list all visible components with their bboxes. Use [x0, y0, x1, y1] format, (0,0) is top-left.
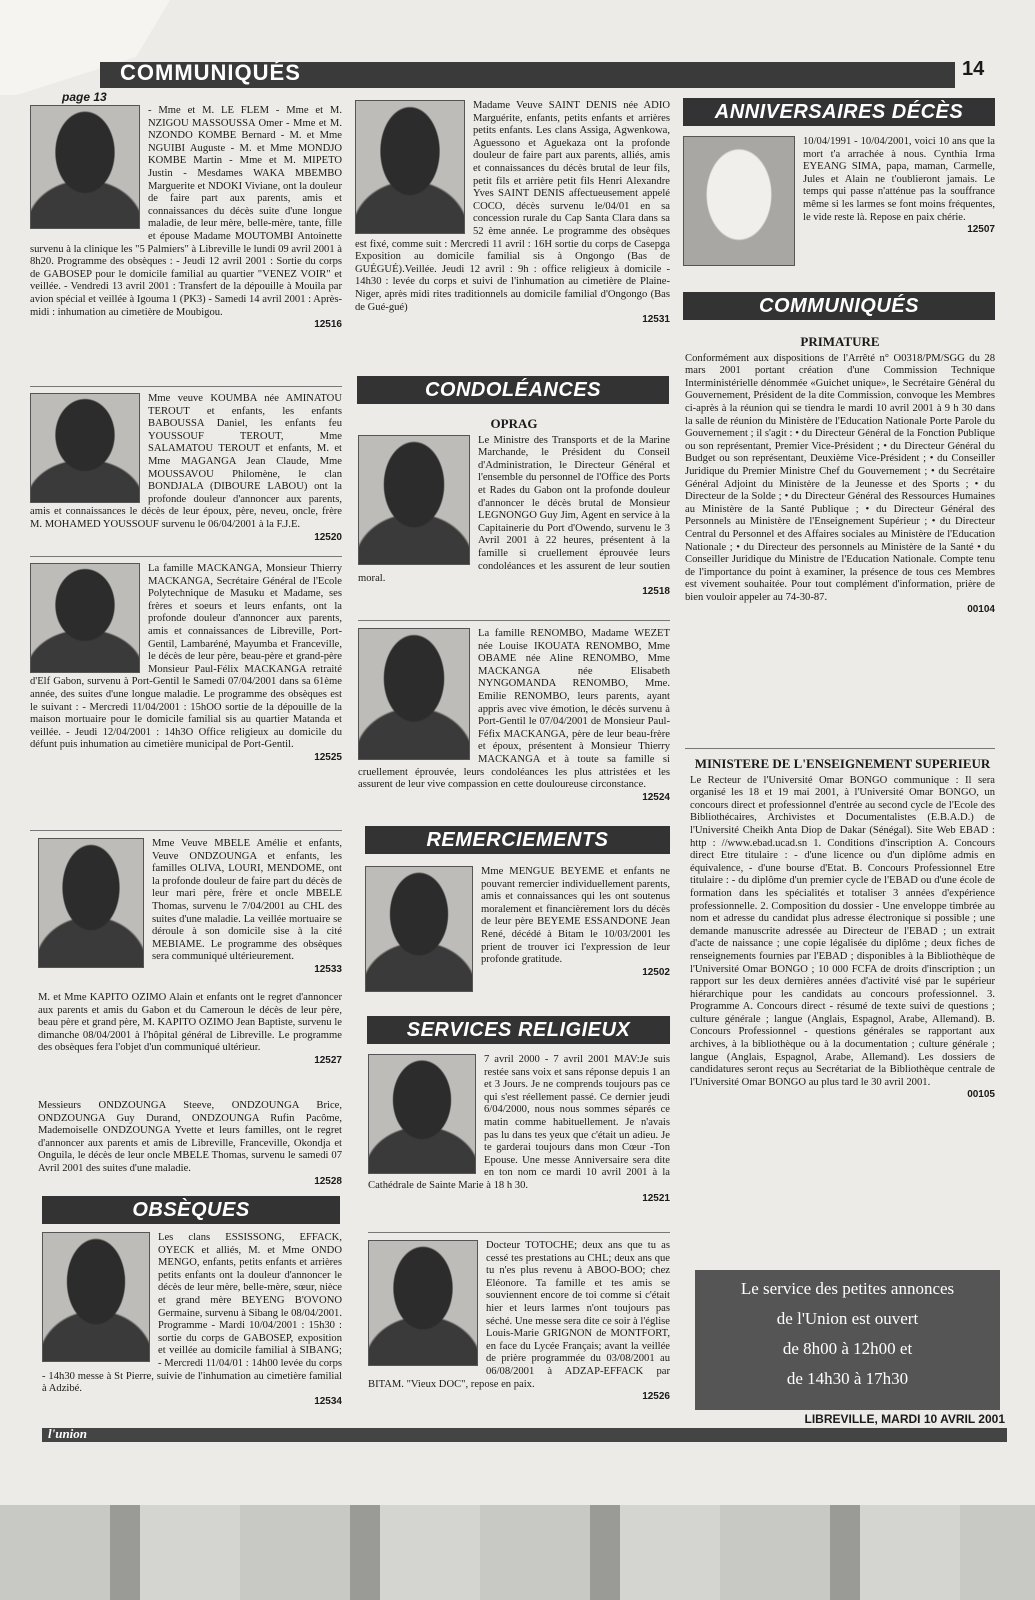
portrait-photo — [368, 1240, 478, 1366]
notice-text: M. et Mme KAPITO OZIMO Alain et enfants ont le regret d'annoncer aux parents et amis du Gabon et du Cameroun le décès de leur père, beau père et grand père, M. KAPITO OZIMO Jean Baptiste, survenu le dimanche 08/04/2001 à l'hôpital général de Libreville. Le programme des obsèques fera l'objet d'un communiqué ultérieur. — [38, 992, 342, 1054]
notice-text: 7 avril 2000 - 7 avril 2001 MAV:Je suis restée sans voix et sans réponse depuis 1 an et 3 Jours. Je ne comprends toujours pas ce qui s'est réellement passé. Ce dernier jeudi 6/04/2000, nous nous sommes séparés ce matin comme habituellement. Je n'avais pas lu dans tes yeux que c'était un adieu. Je te garderai toujours dans mon Cœur -Ton Epouse. Une messe Anniversaire sera dite en ton nom ce mardi 10 avril 2001 à la Cathédrale de Sainte Marie à 18 h 30. — [368, 1054, 670, 1191]
services-religieux-banner: SERVICES RELIGIEUX — [367, 1016, 670, 1044]
notice-beyeng — [42, 1232, 342, 1408]
petites-annonces-ad — [695, 1270, 1000, 1410]
notice-totoche — [368, 1240, 670, 1404]
portrait-photo — [358, 435, 470, 565]
condoleances-banner: CONDOLÉANCES — [357, 376, 669, 404]
child-photo — [683, 136, 795, 266]
footer-bar — [42, 1428, 1007, 1442]
notice-ref: 12531 — [642, 314, 670, 326]
communiques-banner: COMMUNIQUÉS — [683, 292, 995, 320]
remerciements-banner: REMERCIEMENTS — [365, 826, 670, 854]
portrait-photo — [355, 100, 465, 234]
notice-text: Mme MENGUE BEYEME et enfants ne pouvant remercier individuellement parents, amis et connaissances qui les ont soutenus moralement et financièrement lors du décès de leur père BEYEME ESSANDONE Jean René, décédé à Bitam le 10/03/2001 les prient de trouver ici l'expression de leur profonde gratitude. — [481, 866, 670, 966]
newspaper-name: l'union — [48, 1426, 88, 1441]
ad-line: de 14h30 à 17h30 — [786, 1369, 909, 1388]
notice-ref: 00105 — [967, 1089, 995, 1101]
notice-text: Mme Veuve MBELE Amélie et enfants, Veuve ONDZOUNGA et enfants, les familles OLIVA, LOURI, MENDOME, ont la profonde douleur de faire part du décès de leur mari père, frère et oncle MBELE Thomas, survenu le 7/04/2001 au CHL des suites d'une maladie. La veillée mortuaire se déroule à son domicile sise à la cité MEBIAME. Le programme des obsèques sera communiqué ultérieurement. — [152, 838, 342, 963]
notice-text: Le Ministre des Transports et de la Marine Marchande, le Président du Conseil d'Administration, le Directeur Général et l'ensemble du personnel de l'Office des Ports et Rades du Gabon ont la profonde douleur d'annoncer le décès brutal de Monsieur LEGNONGO Guy Jim, Agent en service à la Capitainerie du Port d'Owendo, survenu le 3 Avril 2001 à 22 heures, présentent à la famille si cruellement éprouvée leurs condoléances et les assurent de leur soutien moral. — [358, 434, 670, 585]
notice-ref: 12527 — [314, 1054, 342, 1066]
notice-mav — [368, 1054, 670, 1205]
notice-text: Les clans ESSISSONG, EFFACK, OYECK et alliés, M. et Mme ONDO MENGO, enfants, petits enfants et arrières petits enfants ont la douleur d'annoncer le décès de leur mère, belle-mère, sœur, nièce et grand mère BEYENG B'OVONO Germaine, survenu à Sibang le 08/04/2001. Programme - Mardi 10/04/2001 : 15h30 : sortie du corps de GABOSEP, exposition et veillée au domicile familial à SIBANG; - Mercredi 11/04/01 : 14h00 levée du corps - 14h30 messe à St Pierre, suivie de l'inhumation au cimetière familial à Adzibé. — [42, 1232, 342, 1395]
notice-ref: 12502 — [642, 966, 670, 978]
notice-text: La famille RENOMBO, Madame WEZET née Louise IKOUATA RENOMBO, Mme OBAME née Aline RENOMBO, Mme MACKANGA née Elisabeth NYNGOMANDA RENOMBO, Mme. Emilie RENOMBO, leurs parents, ayant appris avec vive émotion, le décès survenu à Port-Gentil le 07/04/2001 de Monsieur Paul-Féfix MACKANGA, père de leur beau-frère et époux, présentent à Monsieur Thierry MACKANGA et à toute sa famille si cruellement éprouvée, leurs condoléances les plus attristées et les assurent de leur vive compassion en cette douloureuse circonstance. — [358, 628, 670, 791]
binding-shadow — [0, 1505, 1035, 1600]
notice-heading: PRIMATURE — [800, 334, 880, 349]
dateline: LIBREVILLE, MARDI 10 AVRIL 2001 — [804, 1412, 1005, 1426]
divider — [30, 386, 342, 387]
notice-heading: OPRAG — [490, 416, 538, 431]
notice-text: Conformément aux dispositions de l'Arrêté n° O0318/PM/SGG du 28 mars 2001 portant création d'une Commission Technique Interministérielle dénommée «Guichet unique», le Secrétaire Général du Gouvernement, Président de la dite Commission, convoque les Membres ci-après à la réunion qui se tiendra le mardi 10 avril 2001 à 9 h 30 dans la salle de réunion du Ministère de l'Education Nationale Porte Parole du Gouvernement ; il s'agit : • du Directeur Général de la Fonction Publique ou son représentant, Premier Vice-Président ; • du Directeur Général du Budget ou son représentant, Deuxième Vice-Président ; • du Conseiller Juridique du Premier Ministre Chef du Gouvernement ; • du Secrétaire Général Adjoint du Ministère de la Jeunesse et des Sports ; • du Directeur de la Solde ; • du Directeur Général des Ressources Humaines au Ministère de la Santé Publique ; • du Directeur Général des Personnels au Ministère de l'Enseignement Supérieur ; • du Directeur Central du Personnel et des Affaires sociales au Ministère de l'Education Nationale ; • du Directeur des personnels au Ministère de la Santé • du Conseiller Juridique du Ministre de l'Education Nationale. Compte tenu de l'importance du point à examiner, la présence de tous ces Membres est vivement souhaitée. Pour tout complément d'information, prière de bien vouloir appeler au 74-30-87. — [685, 352, 995, 603]
divider — [685, 748, 995, 749]
notice-ref: 12525 — [314, 751, 342, 763]
ad-line: de l'Union est ouvert — [776, 1309, 919, 1328]
notice-ref: 12524 — [642, 791, 670, 803]
portrait-photo — [368, 1054, 476, 1174]
ad-line: de 8h00 à 12h00 et — [782, 1339, 913, 1358]
notice-oprag — [358, 414, 670, 598]
notice-ref: 00104 — [967, 604, 995, 616]
notice-ref: 12521 — [642, 1192, 670, 1204]
notice-ref: 12507 — [967, 224, 995, 236]
notice-ref: 12520 — [314, 531, 342, 543]
portrait-photo — [42, 1232, 150, 1362]
ad-line: Le service des petites annonces — [740, 1279, 955, 1298]
notice-mohamed-youssouf — [30, 393, 342, 544]
notice-ref: 12528 — [314, 1175, 342, 1187]
notice-ref: 12516 — [314, 319, 342, 331]
portrait-photo — [30, 393, 140, 503]
notice-moutombi — [30, 105, 342, 332]
notice-text: Le Recteur de l'Université Omar BONGO communique : Il sera organisé les 18 et 19 mai 2001, à l'Université Omar BONGO, un concours direct et professionnel d'entrée au second cycle de l'Ecole des Bibliothécaires, Archivistes et Documentalistes (E.B.A.D.) de l'Université Cheikh Anta Diop de Dakar (Sénégal). Site Web EBAD : http : //www.ebad.ucad.sn 1. Conditions d'inscription A. Concours direct Etre titulaire : - d'une licence ou d'un diplôme admis en équivalence, - d'une bourse d'Etat. B. Concours Professionnel Etre titulaire : - du diplôme d'un premier cycle de l'EBAD ou d'une école de formation dans les spécialités et totaliser 3 années d'expérience professionnelle. 2. Composition du dossier - Une enveloppe timbrée au nom et adresse du candidat plus adresse électronique si possible ; une demande manuscrite adressée au Directeur de l'EBAD ; un extrait d'acte de naissance ; une copie légalisée du diplôme ; deux fiches de renseignements fournies par l'EBAD ; disponibles à la Bibliothèque de l'Université Omar BONGO ; 10 000 FCFA de droits d'inscription ; un rapport sur les deux dernières années d'activité visé par le supérieur hiérarchique pour les candidats au concours professionnel. 3. Programme A. Concours direct - résumé de texte suivi de questions ; culture générale ; langue (Anglais, Espagnol, Arabe, Allemand). B. Concours Professionnel - questions générales se rapportant aux archives, à la bibliothèque ou à la documentation ; culture générale ; langue (Anglais, Espagnol, Arabe, Allemand). Les dossiers de candidatures seront reçus au Secrétariat de la Bibliothèque centrale de l'Université Omar BONGO au plus tard le 30 avril 2001. — [690, 774, 995, 1088]
section-title: COMMUNIQUÉS — [120, 60, 301, 85]
divider — [30, 556, 342, 557]
notice-text: Mme veuve KOUMBA née AMINATOU TEROUT et enfants, les enfants BABOUSSA Daniel, les enfants feu YOUSSOUF TEROUT, Mme SALAMATOU TEROUT et enfants, M. et Mme MAGANGA Jean Claude, Mme MOUSSAVOU Philomène, le clan BONDJALA (DIBOURE LABOU) ont la profonde douleur d'annoncer aux parents, amis et connaissances le décès de leur époux, père, neveu, oncle, frère M. MOHAMED YOUSSOUF survenu le 06/04/2001 à la F.J.E. — [30, 393, 342, 530]
notice-text: - Mme et M. LE FLEM - Mme et M. NZIGOU MASSOUSSA Omer - Mme et M. NZONDO KOMBE Bernard - M. et Mme NGUIBI Auguste - M. et Mme MONDJO KOMBE Martin - Mme et M. MIPETO Justin - Mesdames WAKA MBEMBO Marguerite et NDOKI Viviane, ont la douleur de faire part aux parents, amis et connaissances du décès suite d'une longue maladie, de leur mère, belle-mère, tante, fille et épouse Madame MOUTOMBI Antoinette survenu à la clinique les "5 Palmiers" à Libreville le lundi 09 avril 2001 à 8h20. Programme des obsèques : - Jeudi 12 avril 2001 : Sortie du corps de GABOSEP pour le domicile familial au quartier "VENEZ VOIR" et veillée. - Vendredi 13 avril 2001 : Transfert de la dépouille à Mouila par avion spécial et veillée à Igouma 1 (PK3) - Samedi 14 avril 2001 : Après-midi : inhumation au cimetière de Moubigou. — [30, 105, 342, 318]
notice-mengue-beyeme — [365, 866, 670, 995]
notice-ref: 12534 — [314, 1395, 342, 1407]
page-number: 14 — [962, 58, 985, 80]
divider — [30, 830, 342, 831]
divider — [368, 1232, 670, 1233]
notice-mackanga — [30, 563, 342, 765]
portrait-photo — [365, 866, 473, 992]
continued-from: page 13 — [62, 90, 107, 104]
notice-ondzounga — [38, 1100, 342, 1188]
divider — [358, 620, 670, 621]
notice-text: La famille MACKANGA, Monsieur Thierry MACKANGA, Secrétaire Général de l'Ecole Polytechnique de Masuku et Madame, ses frères et soeurs et leurs enfants, ont la profonde douleur d'annoncer aux parents, amis et connaissances de Libreville, Port-Gentil, Lambaréné, Mayumba et Franceville, le décès de leur père, beau-père et grand-père Monsieur Paul-Félix MACKANGA retraité d'Elf Gabon, survenu à Port-Gentil le Samedi 07/04/2001 dans sa 61ème année, des suites d'une longue maladie. Le programme des obsèques est le suivant : - Mercredi 11/04/2001 : 15hOO sortie de la dépouille de la maison mortuaire pour le domicile familial sis au quartier Matanda et veillée. - Jeudi 12/04/2001 : 14h3O Office religieux au domicile du défunt puis inhumation au cimetière municipal de Port-Gentil. — [30, 563, 342, 751]
notice-kapito — [38, 992, 342, 1068]
notice-eyeang-sima — [683, 136, 995, 269]
portrait-photo — [38, 838, 144, 968]
notice-saint-denis — [355, 100, 670, 327]
notice-ministere — [690, 754, 995, 1102]
portrait-photo — [30, 563, 140, 673]
notice-primature — [685, 332, 995, 617]
notice-text: 10/04/1991 - 10/04/2001, voici 10 ans que la mort t'a arrachée à nous. Cynthia Irma EYEANG SIMA, papa, maman, Carmelle, Jules et Alain ne t'oublieront jamais. Le temps qui passe n'atténue pas la souffrance même si les larmes se font moins fréquentes, le vide reste là. Repose en paix chérie. — [803, 136, 995, 223]
notice-renombo — [358, 628, 670, 804]
obseques-banner: OBSÈQUES — [42, 1196, 340, 1224]
portrait-photo — [358, 628, 470, 760]
notice-text: Docteur TOTOCHE; deux ans que tu as cessé tes prestations au CHL; deux ans que tu n'es plus revenu à ABOO-BOO; chez Eléonore. Ta famille et tes amis se souviennent encore de toi comme si c'était hier et leurs larmes n'ont toujours pas séché. Une messe sera dite ce soir à l'église Louis-Marie GRIGNON de MONTFORT, en face du Lycée Français; avant la veillée de prière programmée du 03/08/2001 au 06/08/2001 à ADZAP-EFFACK par BITAM. "Vieux DOC", repose en paix. — [368, 1240, 670, 1390]
notice-text: Madame Veuve SAINT DENIS née ADIO Marguérite, enfants, petits enfants et arrières petits enfants. Les clans Assiga, Agwenkowa, Aguessono et Aguekaza ont la profonde douleur de faire part aux parents, alliés, amis et connaissances du décès brutal de leur fils, petit fils et arrière petit fils Henri Alexandre Yves SAINT DENIS affectueusement appelé COCO, décès survenu le/04/01 en sa concession rurale du Cap Santa Clara dans sa 52 ème année. Le programme des obsèques est fixé, comme suit : Mercredi 11 avril : 16H sortie du corps de Casepga Exposition au domicile familial sis à Ongongo (Bas de GUÉGUÉ).Veillée. Jeudi 12 avril : 9h : office religieux à domicile - 14h30 : levée du corps et suivi de l'inhumation au cimetière de Plaine-Niger, après midi rites traditionnels au domicile familial d'Ongongo (Bas de Gué-gué) — [355, 100, 670, 313]
notice-mbele — [38, 838, 342, 977]
notice-heading: MINISTERE DE L'ENSEIGNEMENT SUPERIEUR — [694, 756, 991, 771]
notice-text: Messieurs ONDZOUNGA Steeve, ONDZOUNGA Brice, ONDZOUNGA Guy Durand, ONDZOUNGA Rufin Pacôme, Mademoiselle ONDZOUNGA Yvette et leurs familles, ont le regret d'annoncer aux parents et amis de Libreville, Franceville, Okondja et Onguila, le décès de leur oncle MBELE Thomas, survenu le samedi 07 Avril 2001 des suites d'une maladie. — [38, 1100, 342, 1174]
notice-ref: 12526 — [642, 1391, 670, 1403]
notice-ref: 12518 — [642, 585, 670, 597]
portrait-photo — [30, 105, 140, 229]
anniversaires-banner: ANNIVERSAIRES DÉCÈS — [683, 98, 995, 126]
notice-ref: 12533 — [314, 963, 342, 975]
